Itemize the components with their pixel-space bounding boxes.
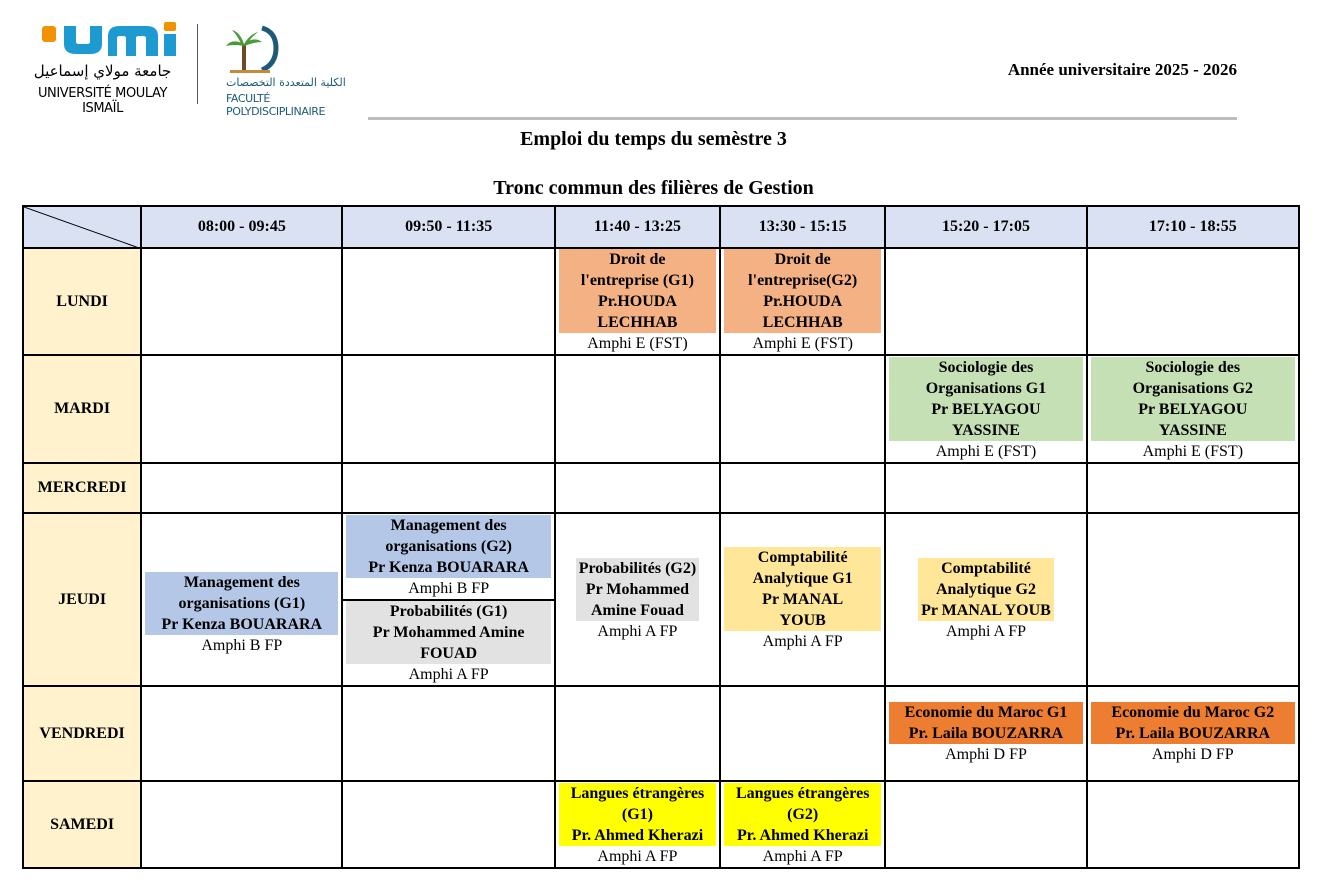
course-room: Amphi E (FST) bbox=[935, 442, 1037, 460]
faculty-arabic-name: الكلية المتعددة التخصصات bbox=[226, 76, 346, 89]
empty-slot bbox=[1087, 248, 1299, 355]
day-row-mardi bbox=[23, 355, 1299, 463]
course-block bbox=[918, 558, 1054, 621]
course-line: Probabilités (G1) bbox=[389, 603, 508, 620]
course-cell bbox=[141, 513, 342, 686]
course-line: (G1) bbox=[621, 805, 653, 823]
course-line: Pr Kenza BOUARARA bbox=[368, 559, 529, 576]
day-label: MARDI bbox=[23, 355, 141, 463]
course-line: Pr. Ahmed Kherazi bbox=[736, 826, 869, 844]
day-label: VENDREDI bbox=[23, 686, 141, 781]
course-line: YASSINE bbox=[952, 421, 1020, 439]
course-cell bbox=[885, 686, 1086, 781]
empty-slot bbox=[555, 686, 720, 781]
course-room: Amphi E (FST) bbox=[587, 335, 688, 352]
course-line: Pr BELYAGOU bbox=[931, 400, 1041, 418]
header-divider bbox=[368, 117, 1237, 120]
course-room: Amphi A FP bbox=[597, 847, 678, 865]
empty-slot bbox=[141, 686, 342, 781]
course-line: Organisations G2 bbox=[1132, 379, 1254, 397]
course-line: (G2) bbox=[787, 805, 819, 823]
faculty-french-name: FACULTÉ POLYDISCIPLINAIRE bbox=[226, 92, 326, 118]
course-line: Pr BELYAGOU bbox=[1138, 400, 1248, 418]
slot-header: 15:20 - 17:05 bbox=[885, 206, 1086, 248]
empty-slot bbox=[342, 686, 554, 781]
course-line: Management des bbox=[390, 517, 507, 534]
course-room: Amphi E (FST) bbox=[1142, 442, 1244, 460]
empty-slot bbox=[342, 463, 554, 513]
day-row-vendredi bbox=[23, 686, 1299, 781]
course-cell bbox=[1087, 686, 1299, 781]
course-line: Amine Fouad bbox=[590, 601, 684, 619]
course-line: Analytique G2 bbox=[935, 580, 1036, 598]
course-line: Pr.HOUDA bbox=[763, 293, 843, 310]
umi-arabic-name: جامعة مولاي إسماعيل bbox=[33, 62, 172, 80]
slot-header: 13:30 - 15:15 bbox=[720, 206, 885, 248]
umi-french-name: UNIVERSITÉ MOULAY ISMAÏL bbox=[37, 86, 168, 116]
course-line: Comptabilité bbox=[941, 559, 1031, 577]
empty-slot bbox=[720, 686, 885, 781]
empty-slot bbox=[342, 781, 554, 868]
course-cell bbox=[720, 781, 885, 868]
day-label: JEUDI bbox=[23, 513, 141, 686]
course-line: Economie du Maroc G1 bbox=[904, 704, 1068, 721]
course-block bbox=[724, 547, 881, 631]
slot-header: 11:40 - 13:25 bbox=[555, 206, 720, 248]
umi-logo-mark bbox=[42, 22, 182, 58]
timetable-header-row bbox=[23, 206, 1299, 248]
course-line: Pr. Ahmed Kherazi bbox=[571, 826, 704, 844]
course-line: organisations (G2) bbox=[385, 538, 512, 555]
page-title: Emploi du temps du semèstre 3 bbox=[520, 128, 787, 150]
course-line: Sociologie des bbox=[938, 358, 1034, 376]
empty-slot bbox=[1087, 781, 1299, 868]
course-block bbox=[724, 249, 881, 333]
course-line: Pr MANAL YOUB bbox=[921, 601, 1051, 619]
empty-slot bbox=[1087, 513, 1299, 686]
course-cell bbox=[720, 513, 885, 686]
course-line: Pr MANAL bbox=[762, 591, 844, 608]
faculty-logo bbox=[212, 22, 362, 118]
diagonal-line bbox=[24, 207, 142, 249]
course-block bbox=[1091, 357, 1295, 441]
course-cell bbox=[720, 248, 885, 355]
course-line: organisations (G1) bbox=[178, 594, 306, 612]
course-line: Pr Mohammed bbox=[585, 580, 690, 598]
course-room: Amphi A FP bbox=[945, 622, 1026, 640]
course-room: Amphi D FP bbox=[945, 746, 1027, 763]
course-line: Droit de bbox=[774, 251, 831, 268]
slot-header: 17:10 - 18:55 bbox=[1087, 206, 1299, 248]
course-line: LECHHAB bbox=[762, 314, 843, 331]
academic-year: Année universitaire 2025 - 2026 bbox=[1007, 60, 1237, 79]
empty-slot bbox=[555, 355, 720, 463]
course-line: Management des bbox=[183, 573, 300, 591]
course-room: Amphi D FP bbox=[1151, 746, 1234, 763]
page-subtitle: Tronc commun des filières de Gestion bbox=[493, 177, 814, 199]
course-top-half bbox=[343, 514, 553, 601]
day-label: SAMEDI bbox=[23, 781, 141, 868]
course-block bbox=[889, 357, 1082, 441]
course-line: YASSINE bbox=[1158, 421, 1227, 439]
empty-slot bbox=[720, 355, 885, 463]
corner-cell bbox=[23, 206, 141, 248]
course-line: FOUAD bbox=[420, 645, 478, 662]
day-row-lundi bbox=[23, 248, 1299, 355]
course-bottom-half bbox=[343, 601, 553, 685]
course-block bbox=[559, 249, 716, 333]
empty-slot bbox=[720, 463, 885, 513]
course-cell bbox=[555, 513, 720, 686]
course-line: Pr. Laila BOUZARRA bbox=[1115, 725, 1271, 742]
course-line: Pr Mohammed Amine bbox=[372, 624, 525, 641]
day-label: MERCREDI bbox=[23, 463, 141, 513]
course-line: Pr.HOUDA bbox=[597, 293, 677, 310]
course-block bbox=[346, 515, 550, 578]
course-room: Amphi A FP bbox=[408, 666, 489, 683]
empty-slot bbox=[141, 355, 342, 463]
course-block bbox=[724, 783, 881, 846]
slot-header: 08:00 - 09:45 bbox=[141, 206, 342, 248]
empty-slot bbox=[342, 355, 554, 463]
course-cell bbox=[885, 513, 1086, 686]
course-line: Analytique G1 bbox=[752, 570, 853, 587]
course-room: Amphi A FP bbox=[762, 847, 843, 865]
course-cell bbox=[555, 781, 720, 868]
course-line: Langues étrangères bbox=[570, 784, 705, 802]
course-line: Organisations G1 bbox=[925, 379, 1047, 397]
course-cell-split bbox=[342, 513, 554, 686]
course-block bbox=[145, 572, 338, 635]
day-row-jeudi bbox=[23, 513, 1299, 686]
empty-slot bbox=[885, 781, 1086, 868]
course-line: LECHHAB bbox=[597, 314, 678, 331]
course-line: Probabilités (G2) bbox=[578, 559, 697, 577]
day-label: LUNDI bbox=[23, 248, 141, 355]
course-block bbox=[889, 702, 1082, 744]
empty-slot bbox=[555, 463, 720, 513]
empty-slot bbox=[342, 248, 554, 355]
course-line: Economie du Maroc G2 bbox=[1111, 704, 1275, 721]
course-cell bbox=[1087, 355, 1299, 463]
empty-slot bbox=[885, 463, 1086, 513]
course-cell bbox=[555, 248, 720, 355]
course-room: Amphi B FP bbox=[201, 636, 283, 654]
logo-separator bbox=[197, 24, 198, 104]
timetable bbox=[22, 205, 1300, 869]
course-room: Amphi B FP bbox=[408, 580, 490, 597]
palm-tree-icon bbox=[222, 22, 292, 80]
umi-logo bbox=[20, 22, 185, 116]
course-line: Droit de bbox=[609, 251, 666, 268]
slot-header: 09:50 - 11:35 bbox=[342, 206, 554, 248]
course-block bbox=[559, 783, 716, 846]
course-line: YOUB bbox=[779, 612, 826, 629]
course-cell bbox=[885, 355, 1086, 463]
empty-slot bbox=[141, 781, 342, 868]
empty-slot bbox=[141, 248, 342, 355]
course-line: l'entreprise(G2) bbox=[748, 272, 858, 289]
empty-slot bbox=[885, 248, 1086, 355]
day-row-samedi bbox=[23, 781, 1299, 868]
course-room: Amphi A FP bbox=[762, 633, 843, 650]
course-block bbox=[576, 558, 699, 621]
empty-slot bbox=[1087, 463, 1299, 513]
course-line: Pr. Laila BOUZARRA bbox=[908, 725, 1064, 742]
course-block bbox=[1091, 702, 1295, 744]
course-line: Sociologie des bbox=[1145, 358, 1241, 376]
course-line: l'entreprise (G1) bbox=[580, 272, 694, 289]
course-line: Pr Kenza BOUARARA bbox=[161, 615, 323, 633]
course-room: Amphi A FP bbox=[597, 622, 678, 640]
course-room: Amphi E (FST) bbox=[752, 335, 853, 352]
course-line: Comptabilité bbox=[757, 549, 848, 566]
course-block bbox=[346, 601, 550, 664]
course-line: Langues étrangères bbox=[735, 784, 870, 802]
